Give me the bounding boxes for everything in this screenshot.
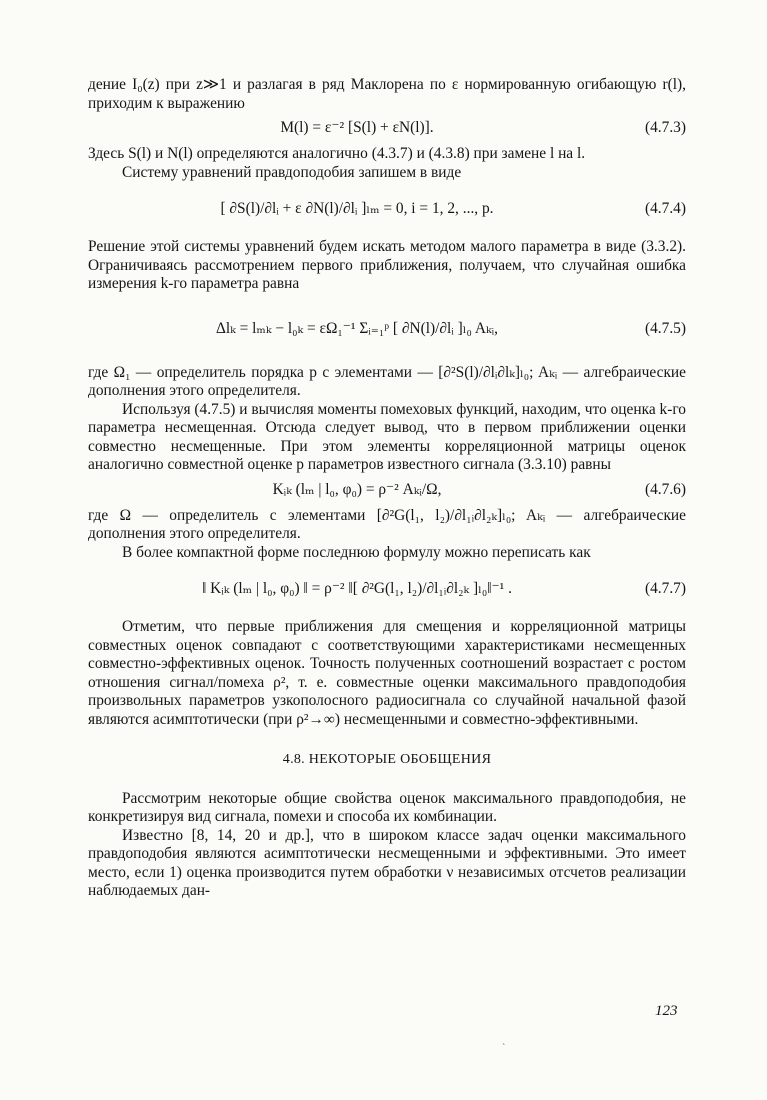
equation-number: (4.7.3) bbox=[644, 119, 686, 136]
equation-4-7-3 bbox=[88, 119, 686, 139]
page-number: 123 bbox=[655, 1003, 678, 1019]
equation-4-7-7 bbox=[88, 568, 686, 612]
paragraph-1: дение I₀(z) при z≫1 и разлагая в ряд Маклорена по ε нормированную огибающую r(l), приходим к выражению bbox=[88, 76, 686, 112]
paragraph-9: Отметим, что первые приближения для смещения и корреляционной матрицы совместных оценок совпадают с соответствующими характеристиками несмещенных совместно-эффективных оценок. Точность полученных соотношений возрастает с ростом отношения сигнал/помеха ρ², т. е. совместные оценки максимального правдоподобия произвольных параметров узкополосного радиосигнала со случайной начальной фазой являются асимптотически (при ρ²→∞) несмещенными и совместно-эффективными. bbox=[88, 618, 686, 728]
paragraph-2: Здесь S(l) и N(l) определяются аналогично (4.3.7) и (4.3.8) при замене l на l. bbox=[88, 145, 586, 162]
page-content bbox=[88, 76, 686, 901]
paragraph-6: Используя (4.7.5) и вычисляя моменты помеховых функций, находим, что оценка k-го параметра несмещенная. Отсюда следует вывод, что в первом приближении оценки совместно несмещенные. При этом элементы корреляционной матрицы оценок аналогично совместной оценке p параметров известного сигнала (3.3.10) равны bbox=[88, 400, 686, 473]
equation-number: (4.7.5) bbox=[644, 319, 686, 337]
section-heading: 4.8. НЕКОТОРЫЕ ОБОБЩЕНИЯ bbox=[282, 752, 492, 767]
paragraph-3: Систему уравнений правдоподобия запишем в виде bbox=[122, 163, 462, 181]
equation-formula: M(l) = ε⁻² [S(l) + εN(l)]. bbox=[280, 119, 434, 136]
paragraph-8: В более компактной форме последнюю формулу можно переписать как bbox=[122, 543, 591, 561]
equation-number: (4.7.6) bbox=[644, 480, 686, 498]
paragraph-5: где Ω₁ — определитель порядка p с элементами — [∂²S(l)/∂lᵢ∂lₖ]ₗ₀; Aₖᵢ — алгебраические дополнения этого определителя. bbox=[88, 363, 686, 399]
equation-formula: Δlₖ = lₘₖ − l₀ₖ = εΩ₁⁻¹ Σᵢ₌₁ᵖ [ ∂N(l)/∂lᵢ ]ₗ₀ Aₖᵢ, bbox=[215, 319, 498, 337]
equation-number: (4.7.4) bbox=[644, 200, 686, 217]
paragraph-7: где Ω — определитель с элементами [∂²G(l₁, l₂)/∂l₁ᵢ∂l₂ₖ]ₗ₀; Aₖᵢ — алгебраические дополнения этого определителя. bbox=[88, 506, 686, 542]
equation-formula: ‖ Kᵢₖ (lₘ | l₀, φ₀) ‖ = ρ⁻² ‖[ ∂²G(l₁, l₂)/∂l₁ᵢ∂l₂ₖ ]ₗ₀‖⁻¹ . bbox=[202, 580, 512, 597]
equation-4-7-4 bbox=[88, 188, 686, 232]
equation-4-7-5 bbox=[88, 300, 686, 358]
stray-mark: ˋ bbox=[502, 1043, 506, 1054]
equation-number: (4.7.7) bbox=[644, 580, 686, 597]
paragraph-11: Известно [8, 14, 20 и др.], что в широком классе задач оценки максимального правдоподобия являются асимптотически несмещенными и эффективными. Это имеет место, если 1) оценка производится путем обработки ν независимых отсчетов реализации наблюдаемых дан- bbox=[88, 826, 686, 899]
equation-4-7-6 bbox=[88, 481, 686, 501]
equation-formula: [ ∂S(l)/∂lᵢ + ε ∂N(l)/∂lᵢ ]ₗₘ = 0, i = 1, 2, ..., p. bbox=[220, 200, 494, 217]
equation-formula: Kᵢₖ (lₘ | l₀, φ₀) = ρ⁻² Aₖᵢ/Ω, bbox=[272, 480, 442, 498]
paragraph-4: Решение этой системы уравнений будем искать методом малого параметра в виде (3.3.2). Ограничиваясь рассмотрением первого приближения, получаем, что случайная ошибка измерения k-го параметра равна bbox=[88, 238, 686, 292]
paragraph-10: Рассмотрим некоторые общие свойства оценок максимального правдоподобия, не конкретизируя вид сигнала, помехи и способа их комбинации. bbox=[88, 789, 686, 825]
